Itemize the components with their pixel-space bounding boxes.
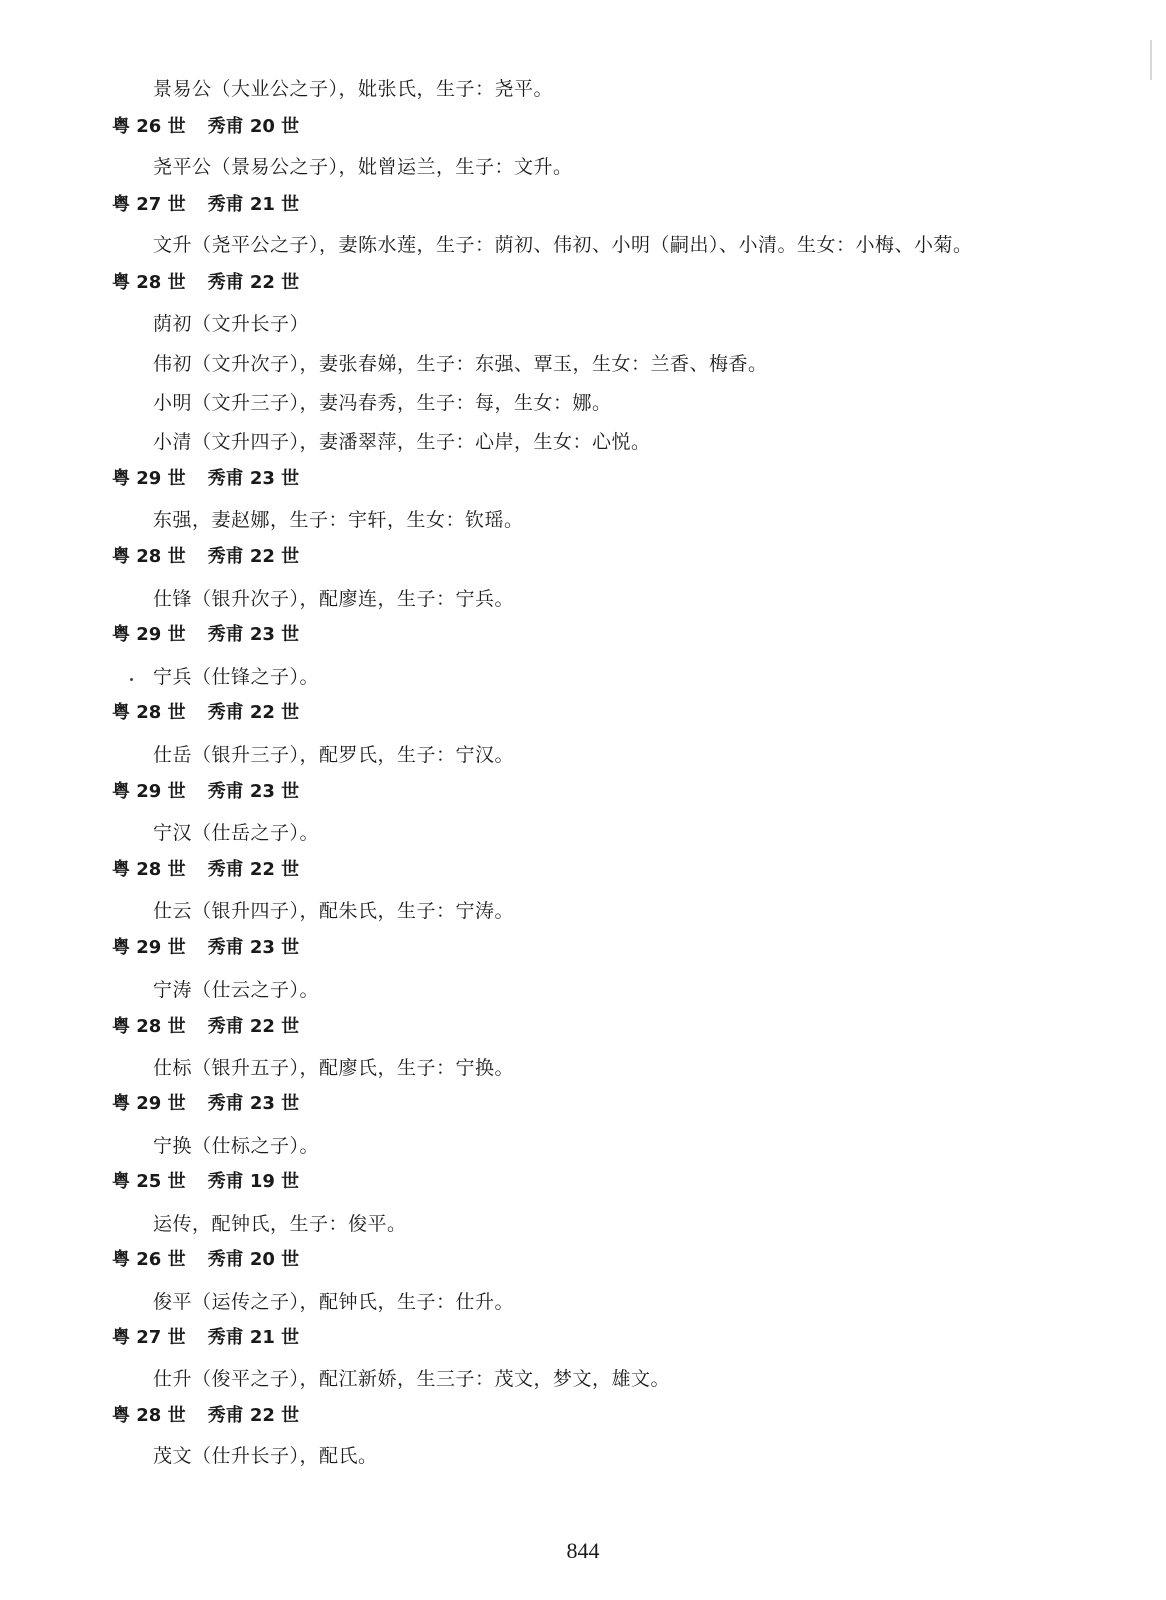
generation-yue: 粤 26 世	[112, 1249, 186, 1270]
generation-heading	[112, 700, 299, 726]
generation-heading	[112, 857, 299, 883]
generation-yue: 粤 25 世	[112, 1171, 186, 1192]
entry-line: 茂文（仕升长子），配氏。	[153, 1445, 378, 1467]
generation-xiufu: 秀甫 23 世	[207, 937, 300, 958]
generation-heading	[112, 1169, 299, 1195]
scan-edge-mark	[1150, 40, 1152, 80]
entry-line: 东强，妻赵娜，生子：宇轩，生女：钦瑶。	[153, 509, 524, 531]
generation-heading	[112, 1247, 299, 1273]
entry-line: 伟初（文升次子），妻张春娣，生子：东强、覃玉，生女：兰香、梅香。	[153, 353, 768, 375]
generation-xiufu: 秀甫 23 世	[207, 1093, 300, 1114]
generation-heading	[112, 1091, 299, 1117]
generation-yue: 粤 28 世	[112, 702, 186, 723]
entry-line: 小清（文升四子），妻潘翠萍，生子：心岸，生女：心悦。	[153, 431, 651, 453]
generation-heading	[112, 1325, 299, 1351]
generation-heading	[112, 114, 299, 140]
entry-line: 仕岳（银升三子），配罗氏，生子：宁汉。	[153, 744, 515, 766]
generation-yue: 粤 28 世	[112, 1405, 186, 1426]
generation-xiufu: 秀甫 21 世	[207, 1327, 300, 1348]
generation-yue: 粤 29 世	[112, 937, 186, 958]
entry-line: 仕云（银升四子），配朱氏，生子：宁涛。	[153, 900, 515, 922]
generation-yue: 粤 29 世	[112, 781, 186, 802]
generation-xiufu: 秀甫 19 世	[207, 1171, 300, 1192]
entry-line: 宁兵（仕锋之子）。	[153, 666, 320, 688]
entry-line: 尧平公（景易公之子），妣曾运兰，生子：文升。	[153, 156, 573, 178]
generation-heading	[112, 192, 299, 218]
entry-line: 景易公（大业公之子），妣张氏，生子：尧平。	[153, 78, 554, 100]
generation-yue: 粤 28 世	[112, 546, 186, 567]
generation-yue: 粤 28 世	[112, 272, 186, 293]
generation-xiufu: 秀甫 23 世	[207, 468, 300, 489]
entry-line: 宁换（仕标之子）。	[153, 1135, 320, 1157]
generation-yue: 粤 29 世	[112, 468, 186, 489]
generation-xiufu: 秀甫 23 世	[207, 781, 300, 802]
generation-heading	[112, 466, 299, 492]
generation-yue: 粤 28 世	[112, 859, 186, 880]
generation-heading	[112, 544, 299, 570]
entry-line: 俊平（运传之子），配钟氏，生子：仕升。	[153, 1291, 515, 1313]
generation-yue: 粤 27 世	[112, 194, 186, 215]
generation-xiufu: 秀甫 20 世	[207, 116, 300, 137]
generation-heading	[112, 1403, 299, 1429]
generation-xiufu: 秀甫 20 世	[207, 1249, 300, 1270]
entry-line: 仕锋（银升次子），配廖连，生子：宁兵。	[153, 588, 515, 610]
generation-xiufu: 秀甫 22 世	[207, 1016, 300, 1037]
entry-line: 运传，配钟氏，生子：俊平。	[153, 1213, 407, 1235]
generation-xiufu: 秀甫 22 世	[207, 1405, 300, 1426]
entry-line: 仕标（银升五子），配廖氏，生子：宁换。	[153, 1057, 515, 1079]
entry-line: 宁汉（仕岳之子）。	[153, 822, 320, 844]
generation-xiufu: 秀甫 22 世	[207, 702, 300, 723]
generation-xiufu: 秀甫 22 世	[207, 272, 300, 293]
page-number: 844	[566, 1538, 600, 1563]
generation-xiufu: 秀甫 22 世	[207, 859, 300, 880]
generation-xiufu: 秀甫 22 世	[207, 546, 300, 567]
scan-dot	[130, 678, 133, 681]
generation-xiufu: 秀甫 21 世	[207, 194, 300, 215]
generation-heading	[112, 270, 299, 296]
generation-yue: 粤 27 世	[112, 1327, 186, 1348]
generation-heading	[112, 1014, 299, 1040]
entry-line: 荫初（文升长子）	[153, 313, 310, 335]
generation-yue: 粤 26 世	[112, 116, 186, 137]
generation-xiufu: 秀甫 23 世	[207, 624, 300, 645]
generation-heading	[112, 935, 299, 961]
entry-line: 仕升（俊平之子），配江新娇，生三子：茂文，梦文，雄文。	[153, 1368, 671, 1390]
entry-line: 文升（尧平公之子），妻陈水莲，生子：荫初、伟初、小明（嗣出）、小清。生女：小梅、小菊。	[153, 234, 973, 256]
generation-heading	[112, 622, 299, 648]
entry-line: 小明（文升三子），妻冯春秀，生子：每，生女：娜。	[153, 392, 612, 414]
generation-yue: 粤 28 世	[112, 1016, 186, 1037]
generation-yue: 粤 29 世	[112, 1093, 186, 1114]
generation-heading	[112, 779, 299, 805]
entry-line: 宁涛（仕云之子）。	[153, 979, 320, 1001]
generation-yue: 粤 29 世	[112, 624, 186, 645]
